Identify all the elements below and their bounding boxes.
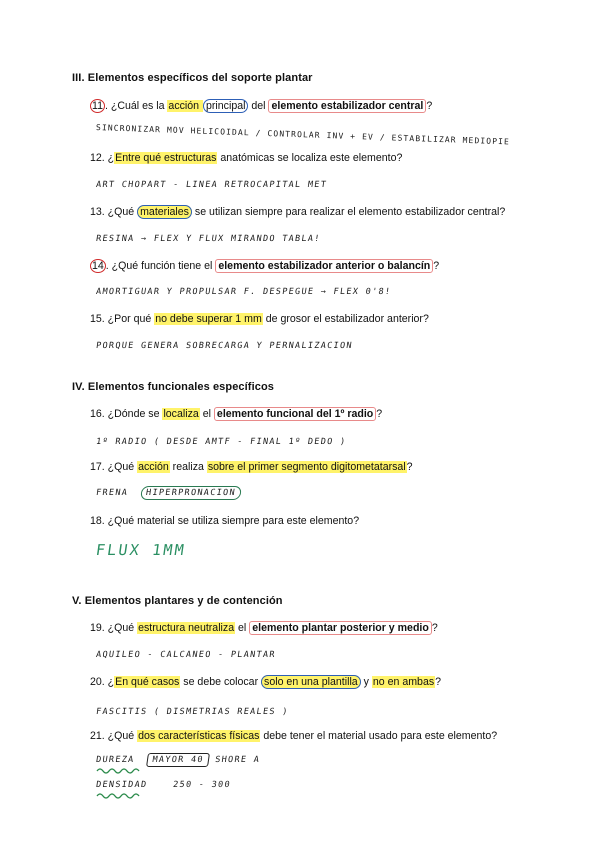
- question-15: 15. ¿Por qué no debe superar 1 mm de grosor el estabilizador anterior?: [90, 313, 429, 325]
- handwritten-answer-18: FLUX 1MM: [94, 541, 188, 559]
- question-13: 13. ¿Qué materiales se utilizan siempre para realizar el elemento estabilizador central?: [90, 206, 506, 218]
- highlight: Entre qué estructuras: [115, 152, 217, 164]
- number-circle: 11: [92, 100, 103, 112]
- handwritten-answer-21a: DUREZA MAYOR 40 SHORE A: [95, 755, 261, 765]
- handwritten-answer-15: PORQUE GENERA SOBRECARGA Y PERNALIZACION: [95, 341, 354, 351]
- highlight: localiza: [163, 408, 199, 420]
- handwritten-answer-12: ART CHOPART - LINEA RETROCAPITAL MET: [95, 180, 328, 190]
- question-19: 19. ¿Qué estructura neutraliza el elemento plantar posterior y medio ?: [90, 622, 438, 634]
- question-16: 16. ¿Dónde se localiza el elemento funcional del 1º radio ?: [90, 408, 383, 420]
- section-heading-iii: III. Elementos específicos del soporte plantar: [72, 72, 313, 84]
- highlight: no en ambas: [372, 676, 435, 688]
- handwritten-answer-21b: DENSIDAD 250 - 300: [95, 780, 232, 790]
- blue-oval-mark: principal: [203, 99, 248, 113]
- highlight: sobre el primer segmento digitometatarsal: [207, 461, 406, 473]
- handwritten-answer-17: FRENA HIPERPRONACION: [95, 488, 241, 498]
- red-box-mark: elemento plantar posterior y medio: [249, 621, 432, 635]
- handwritten-answer-13: RESINA → FLEX Y FLUX MIRANDO TABLA!: [95, 234, 322, 244]
- highlight: En qué casos: [115, 676, 180, 688]
- question-18: 18. ¿Qué material se utiliza siempre para este elemento?: [90, 515, 360, 527]
- handwritten-answer-16: 1º RADIO ( DESDE AMTF - FINAL 1º DEDO ): [95, 437, 347, 447]
- green-oval-mark: HIPERPRONACION: [140, 486, 242, 500]
- question-21: 21. ¿Qué dos características físicas debe tener el material usado para este elemento?: [90, 730, 498, 742]
- handwritten-answer-11: SINCRONIZAR MOV HELICOIDAL / CONTROLAR INV + EV / ESTABILIZAR MEDIOPIE: [95, 123, 511, 147]
- section-heading-v: V. Elementos plantares y de contención: [72, 595, 283, 607]
- highlight: dos características físicas: [138, 730, 260, 742]
- highlight: no debe superar 1 mm: [155, 313, 262, 325]
- question-12: 12. ¿Entre qué estructuras anatómicas se localiza este elemento?: [90, 152, 403, 164]
- dark-box-mark: MAYOR 40: [146, 753, 209, 767]
- highlight: acción: [168, 100, 202, 112]
- section-heading-iv: IV. Elementos funcionales específicos: [72, 381, 274, 393]
- red-box-mark: elemento estabilizador central: [268, 99, 426, 113]
- number-circle: 14: [92, 260, 104, 272]
- handwritten-answer-14: AMORTIGUAR Y PROPULSAR F. DESPEGUE → FLEX 0'8!: [95, 287, 392, 297]
- question-14: 14 . ¿Qué función tiene el elemento estabilizador anterior o balancín ?: [92, 260, 440, 272]
- handwritten-answer-19: AQUILEO - CALCANEO - PLANTAR: [95, 650, 277, 660]
- question-11: 11 . ¿Cuál es la acción principal del elemento estabilizador central ?: [92, 100, 433, 112]
- green-squiggle-underline: [96, 767, 142, 775]
- red-box-mark: elemento estabilizador anterior o balancín: [215, 259, 433, 273]
- question-17: 17. ¿Qué acción realiza sobre el primer segmento digitometatarsal?: [90, 461, 413, 473]
- blue-oval-mark: materiales: [137, 205, 192, 219]
- handwritten-answer-20: FASCITIS ( DISMETRIAS REALES ): [95, 707, 290, 717]
- red-box-mark: elemento funcional del 1º radio: [214, 407, 376, 421]
- question-20: 20. ¿En qué casos se debe colocar solo en una plantilla y no en ambas?: [90, 676, 442, 688]
- blue-oval-mark: solo en una plantilla: [261, 675, 361, 689]
- green-squiggle-underline: [96, 792, 142, 800]
- highlight: acción: [138, 461, 169, 473]
- highlight: estructura neutraliza: [138, 622, 235, 634]
